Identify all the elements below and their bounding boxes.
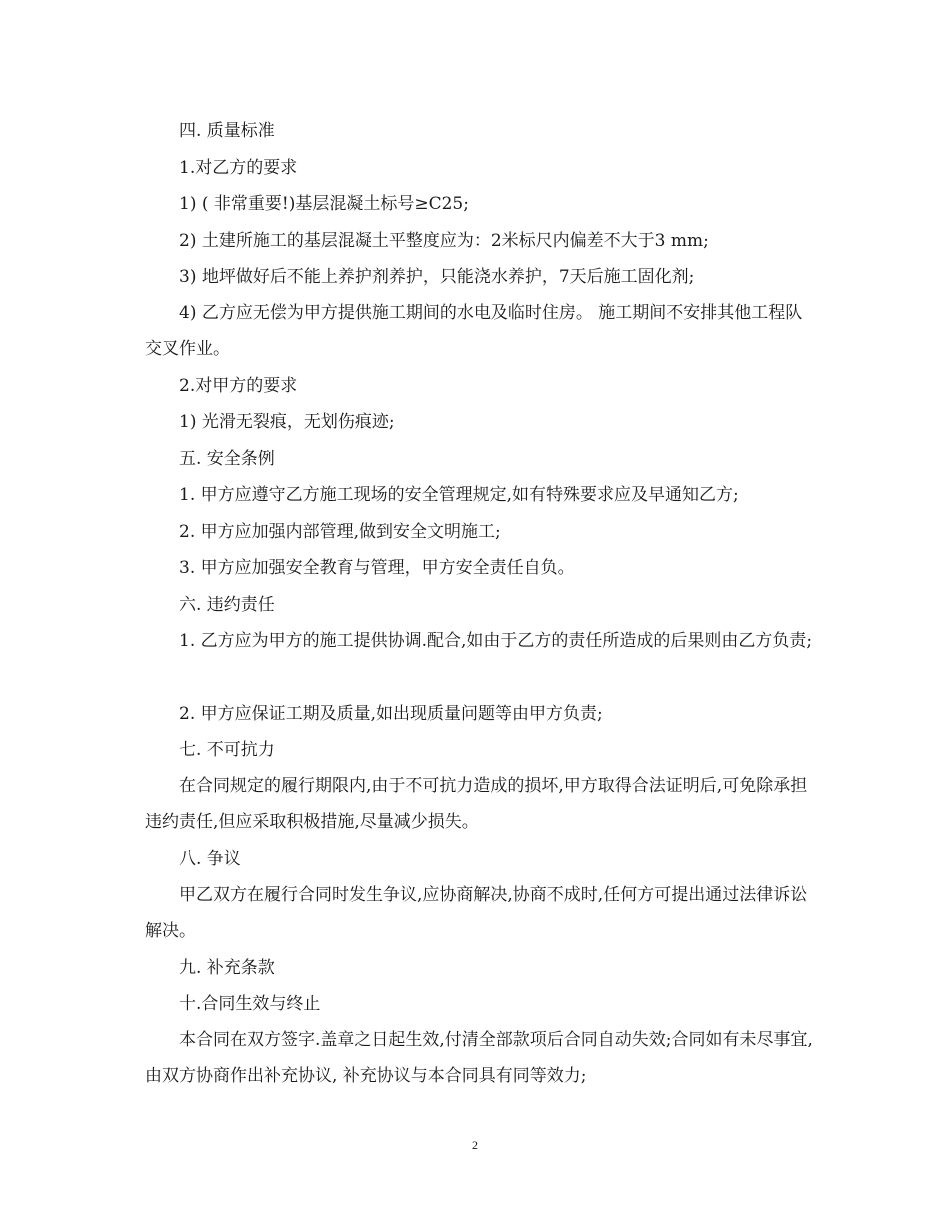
- section-heading-effectiveness-and-termination: 十.合同生效与终止: [179, 994, 321, 1014]
- clause-paragraph: 2. 甲方应加强内部管理,做到安全文明施工;: [179, 522, 501, 542]
- clause-paragraph: 3. 甲方应加强安全教育与管理，甲方安全责任自负。: [179, 558, 575, 578]
- clause-paragraph: 甲乙双方在履行合同时发生争议,应协商解决,协商不成时,任何方可提出通过法律诉讼解决。: [145, 885, 808, 941]
- clause-paragraph: 本合同在双方签字.盖章之日起生效,付清全部款项后合同自动失效;合同如有未尽事宜,由双方协商作出补充协议, 补充协议与本合同具有同等效力;: [145, 1030, 813, 1086]
- section-heading-disputes: 八. 争议: [179, 849, 241, 869]
- clause-paragraph: 1) ( 非常重要!)基层混凝土标号≥C25;: [179, 194, 469, 214]
- section-heading-force-majeure: 七. 不可抗力: [179, 740, 275, 760]
- page-number: 2: [472, 1138, 478, 1152]
- subsection-heading-requirements-party-b: 1.对乙方的要求: [179, 158, 298, 178]
- section-heading-safety-rules: 五. 安全条例: [179, 449, 275, 469]
- clause-paragraph: 2. 甲方应保证工期及质量,如出现质量问题等由甲方负责;: [179, 704, 603, 724]
- section-heading-liability-for-breach: 六. 违约责任: [179, 595, 275, 615]
- clause-paragraph: 1) 光滑无裂痕，无划伤痕迹;: [179, 412, 395, 432]
- clause-paragraph: 2) 土建所施工的基层混凝土平整度应为：2米标尺内偏差不大于3 mm;: [179, 231, 709, 251]
- clause-paragraph: 3) 地坪做好后不能上养护剂养护，只能浇水养护，7天后施工固化剂;: [179, 267, 695, 287]
- subsection-heading-requirements-party-a: 2.对甲方的要求: [179, 376, 298, 396]
- clause-paragraph: 1. 甲方应遵守乙方施工现场的安全管理规定,如有特殊要求应及早通知乙方;: [179, 485, 739, 505]
- clause-paragraph: 4) 乙方应无偿为甲方提供施工期间的水电及临时住房。 施工期间不安排其他工程队交叉作业。: [145, 303, 803, 359]
- clause-paragraph: 在合同规定的履行期限内,由于不可抗力造成的损坏,甲方取得合法证明后,可免除承担违约责任,但应采取积极措施,尽量减少损失。: [145, 776, 808, 832]
- section-heading-supplementary-terms: 九. 补充条款: [179, 958, 275, 978]
- section-heading-quality-standards: 四. 质量标准: [179, 121, 275, 141]
- clause-paragraph: 1. 乙方应为甲方的施工提供协调.配合,如由于乙方的责任所造成的后果则由乙方负责;: [179, 631, 813, 651]
